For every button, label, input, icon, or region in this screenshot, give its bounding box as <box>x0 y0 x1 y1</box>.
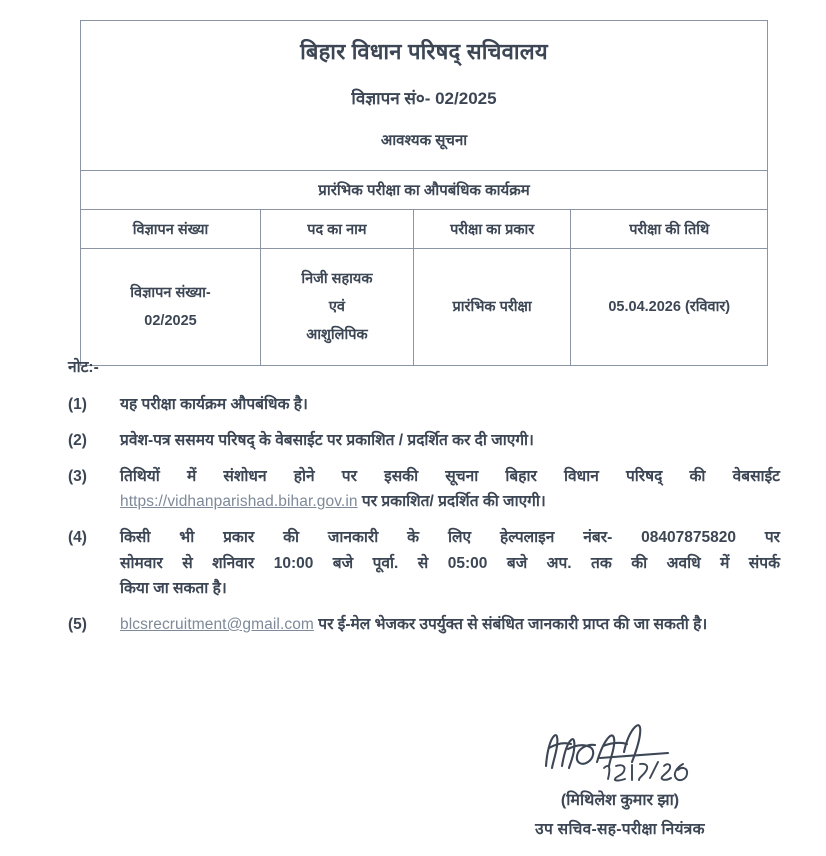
list-item <box>68 464 780 514</box>
post-name-line-2: एवं <box>328 298 345 315</box>
handwritten-signature-icon <box>440 722 800 786</box>
notes-label: नोट:- <box>68 359 99 376</box>
column-header-exam-date: परीक्षा की तिथि <box>571 210 768 249</box>
title-row <box>81 21 768 171</box>
signatory-designation: उप सचिव-सह-परीक्षा नियंत्रक <box>535 821 705 838</box>
cell-post-name <box>261 249 414 366</box>
advertisement-number-line-1: विज्ञापन संख्या- <box>130 284 211 301</box>
notice-label: आवश्यक सूचना <box>380 131 468 149</box>
note-number-4: (4) <box>68 529 87 547</box>
schedule-subtitle: प्रारंभिक परीक्षा का औपबंधिक कार्यक्रम <box>81 171 768 210</box>
column-header-advertisement-number: विज्ञापन संख्या <box>81 210 261 249</box>
note-4-line-1: किसी भी प्रकार की जानकारी के लिए हेल्पलाइन नंबर- 08407875820 पर <box>120 529 780 547</box>
notes-list <box>68 392 780 648</box>
website-link[interactable]: https://vidhanparishad.bihar.gov.in <box>120 493 358 511</box>
column-header-post-name: पद का नाम <box>261 210 414 249</box>
list-item <box>68 525 780 600</box>
list-item <box>68 392 780 417</box>
note-3-line-2 <box>120 489 780 514</box>
note-3-line-2-tail: पर प्रकाशित/ प्रदर्शित की जाएगी। <box>357 493 546 511</box>
note-5-line-1 <box>120 616 578 633</box>
list-item <box>68 428 780 453</box>
email-link[interactable]: blcsrecruitment@gmail.com <box>120 615 314 633</box>
notice-table <box>80 20 768 366</box>
column-header-row <box>81 210 768 249</box>
advertisement-number-line-2: 02/2025 <box>144 313 197 329</box>
cell-exam-date: 05.04.2026 (रविवार) <box>571 249 768 366</box>
note-4-line-3: किया जा सकता है। <box>120 579 227 597</box>
note-number-1: (1) <box>68 396 87 413</box>
note-5-line-1-tail: पर ई-मेल भेजकर उपर्युक्त से संबंधित जानकारी <box>313 615 579 633</box>
signature-block <box>440 722 800 839</box>
note-4-line-2: सोमवार से शनिवार 10:00 बजे पूर्वा. से 05:00 बजे अप. तक की अवधि में संपर्क <box>120 554 780 572</box>
cell-exam-type: प्रारंभिक परीक्षा <box>413 249 571 366</box>
table-row <box>81 249 768 366</box>
note-text-2: प्रवेश-पत्र ससमय परिषद् के वेबसाईट पर प्रकाशित / प्रदर्शित कर दी जाएगी। <box>120 432 534 450</box>
post-name-line-3: आशुलिपिक <box>306 327 368 344</box>
post-name-line-1: निजी सहायक <box>301 270 373 287</box>
title-cell <box>81 21 768 171</box>
note-5-line-2: प्राप्त की जा सकती है। <box>582 615 708 633</box>
note-number-3: (3) <box>68 468 87 486</box>
signatory-name: (मिथिलेश कुमार झा) <box>560 792 680 809</box>
cell-advertisement-number <box>81 249 261 366</box>
organization-title: बिहार विधान परिषद् सचिवालय <box>300 39 548 64</box>
note-number-2: (2) <box>68 432 87 450</box>
note-text-1: यह परीक्षा कार्यक्रम औपबंधिक है। <box>120 396 308 413</box>
list-item <box>68 612 780 637</box>
note-number-5: (5) <box>68 615 87 633</box>
note-text-3 <box>120 464 780 514</box>
column-header-exam-type: परीक्षा का प्रकार <box>413 210 571 249</box>
note-text-5 <box>120 612 780 637</box>
advertisement-number-heading: विज्ञापन सं०- 02/2025 <box>351 89 497 108</box>
note-text-4 <box>120 525 780 600</box>
note-3-line-1: तिथियों में संशोधन होने पर इसकी सूचना बिहार विधान परिषद् की वेबसाईट <box>120 468 780 486</box>
subtitle-row <box>81 171 768 210</box>
